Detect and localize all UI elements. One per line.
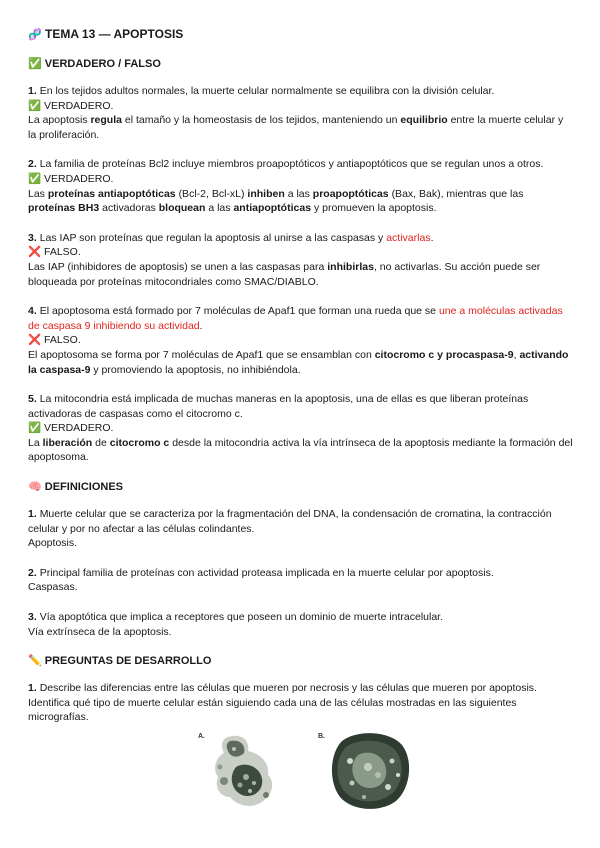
def-answer: Caspasas. [28, 581, 78, 594]
vf-heading [28, 57, 573, 70]
def-item-1 [28, 507, 573, 551]
desarrollo-item-1 [28, 681, 573, 725]
page-title [28, 27, 573, 41]
brain-icon: 🧠 [28, 481, 42, 494]
vf-item-3 [28, 231, 573, 289]
vf-item-1 [28, 84, 573, 142]
pencil-icon: ✏️ [28, 655, 42, 668]
vf-answer: La apoptosis regula el tamaño y la homeostasis de los tejidos, manteniendo un equilibrio entre la muerte celular y la proliferación. [28, 114, 564, 141]
question-highlight: activarlas [386, 231, 431, 244]
def-item-2 [28, 566, 573, 595]
item-number: 3. [28, 231, 37, 244]
vf-answer: La liberación de citocromo c desde la mitocondria activa la vía intrínseca de la apoptosis mediante la formación del apoptosoma. [28, 436, 573, 464]
verdict-true: ✅ VERDADERO. [28, 172, 114, 185]
desarrollo-question: 1. Describe las diferencias entre las células que mueren por necrosis y las células que mueren por apoptosis. Identifica qué tipo de muerte celular están siguiendo cada una de las células mostradas en las siguientes micrografías. [28, 682, 537, 724]
vf-heading-text: VERDADERO / FALSO [44, 58, 161, 70]
def-answer: Apoptosis. [28, 537, 78, 550]
micrograph-a-image [206, 731, 286, 809]
micrographs [28, 731, 573, 813]
question-text: La familia de proteínas Bcl2 incluye miembros proapoptóticos y antiapoptóticos que se regulan unos a otros. [39, 158, 544, 171]
verdict-false: ❌ FALSO. [28, 246, 81, 259]
item-number: 2. [28, 158, 37, 171]
def-answer: Vía extrínseca de la apoptosis. [28, 625, 172, 638]
figure-label-a: A. [198, 733, 205, 740]
def-question: 1. Muerte celular que se caracteriza por la fragmentación del DNA, la condensación de cromatina, la contracción celular y por no afectar a las células colindantes. [28, 508, 552, 535]
question-text: La mitocondria está implicada de muchas maneras en la apoptosis, una de ellas es que liberan proteínas activadoras de caspasas como el citocromo c. [28, 393, 529, 420]
micrograph-b-image [328, 731, 412, 811]
vf-question: 3. Las IAP son proteínas que regulan la apoptosis al unirse a las caspasas y activarlas. [28, 231, 434, 244]
question-highlight: une a moléculas activadas de caspasa 9 inhibiendo su actividad [28, 305, 563, 332]
question-text: Las IAP son proteínas que regulan la apoptosis al unirse a las caspasas y [39, 231, 384, 244]
vf-item-4 [28, 304, 573, 377]
defs-heading [28, 480, 573, 493]
vf-answer: Las proteínas antiapoptóticas (Bcl-2, Bcl-xL) inhiben a las proapoptóticas (Bax, Bak), mientras que las proteínas BH3 activadoras bloquean a las antiapoptóticas y promueven la apoptosis. [28, 187, 524, 215]
vf-answer: El apoptosoma se forma por 7 moléculas de Apaf1 que se ensamblan con citocromo c y procaspasa-9, activando la caspasa-9 y promoviendo la apoptosis, no inhibiéndola. [28, 348, 569, 376]
vf-answer: Las IAP (inhibidores de apoptosis) se unen a las caspasas para inhibirlas, no activarlas. Su acción puede ser bloqueada por proteínas mitocondriales como SMAC/DIABLO. [28, 260, 541, 288]
document-page [28, 27, 573, 813]
defs-heading-text: DEFINICIONES [44, 481, 123, 494]
def-question: 2. Principal familia de proteínas con actividad proteasa implicada en la muerte celular por apoptosis. [28, 566, 494, 579]
check-icon: ✅ [28, 58, 42, 70]
def-item-3 [28, 610, 573, 639]
item-number: 4. [28, 305, 37, 318]
item-number: 5. [28, 393, 37, 406]
desarrollo-heading-text: PREGUNTAS DE DESARROLLO [44, 655, 212, 668]
verdict-true: ✅ VERDADERO. [28, 422, 114, 435]
verdict-true: ✅ VERDADERO. [28, 99, 114, 112]
item-number: 1. [28, 85, 37, 97]
verdict-false: ❌ FALSO. [28, 334, 81, 347]
question-text: En los tejidos adultos normales, la muerte celular normalmente se equilibra con la división celular. [39, 85, 495, 97]
figure-label-b: B. [318, 733, 325, 740]
vf-item-5 [28, 392, 573, 465]
def-question: 3. Vía apoptótica que implica a receptores que poseen un dominio de muerte intracelular. [28, 611, 444, 624]
vf-question [28, 157, 573, 172]
desarrollo-heading [28, 654, 573, 667]
vf-question [28, 392, 573, 421]
vf-item-2 [28, 157, 573, 215]
dna-icon: 🧬 [28, 29, 42, 41]
vf-question [28, 84, 573, 99]
vf-question: 4. El apoptosoma está formado por 7 moléculas de Apaf1 que forman una rueda que se une a moléculas activadas de caspasa 9 inhibiendo su actividad. [28, 305, 563, 332]
question-text: El apoptosoma está formado por 7 moléculas de Apaf1 que forman una rueda que se [39, 305, 437, 318]
page-title-text: TEMA 13 — APOPTOSIS [45, 27, 184, 41]
